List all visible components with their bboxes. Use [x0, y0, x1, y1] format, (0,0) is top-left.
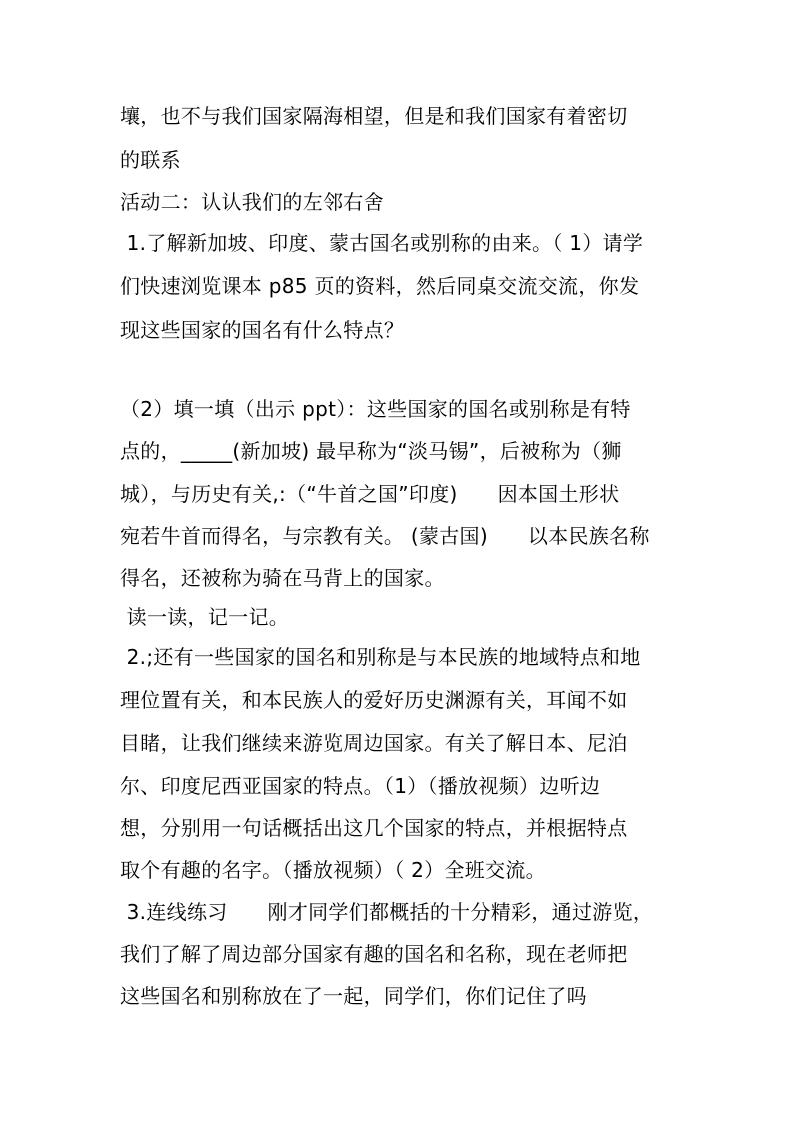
text-line: 壤，也不与我们国家隔海相望，但是和我们国家有着密切 — [120, 104, 628, 128]
text-line: 的联系 — [120, 148, 181, 172]
text-line: 想，分别用一句话概括出这几个国家的特点，并根据特点 — [120, 816, 628, 840]
text-line: 理位置有关，和本民族人的爱好历史渊源有关，耳闻不如 — [120, 688, 628, 712]
text-line: 们快速浏览课本 p85 页的资料，然后同桌交流交流，你发 — [120, 274, 640, 298]
text-line: 得名，还被称为骑在马背上的国家。 — [120, 566, 445, 590]
text-line: 宛若牛首而得名，与宗教有关。 (蒙古国) 以本民族名称 — [120, 524, 650, 548]
text-line: （2）填一填（出示 ppt）：这些国家的国名或别称是有特 — [120, 397, 631, 421]
text-line: 我们了解了周边部分国家有趣的国名和名称，现在老师把 — [120, 942, 628, 966]
text-line: 3.连线练习 刚才同学们都概括的十分精彩，通过游览， — [120, 900, 654, 924]
text-line: 点的，_____(新加坡) 最早称为“淡马锡”，后被称为（狮 — [120, 439, 622, 463]
section-heading: 活动二：认认我们的左邻右舍 — [120, 190, 384, 214]
text-line: 读一读，记一记。 — [120, 605, 290, 629]
text-line: 目睹，让我们继续来游览周边国家。有关了解日本、尼泊 — [120, 731, 628, 755]
text-line: 现这些国家的国名有什么特点？ — [120, 318, 405, 342]
text-line: 尔、印度尼西亚国家的特点。（1）（播放视频）边听边 — [120, 774, 601, 798]
text-line: 取个有趣的名字。（播放视频）（ 2）全班交流。 — [120, 858, 546, 882]
text-line: 城），与历史有关,:（“牛首之国”印度) 因本国土形状 — [120, 482, 620, 506]
text-line: 1.了解新加坡、印度、蒙古国名或别称的由来。（ 1）请学 — [120, 231, 644, 255]
text-line: 这些国名和别称放在了一起，同学们，你们记住了吗 — [120, 984, 587, 1008]
text-line: 2.;还有一些国家的国名和别称是与本民族的地域特点和地 — [120, 645, 641, 669]
